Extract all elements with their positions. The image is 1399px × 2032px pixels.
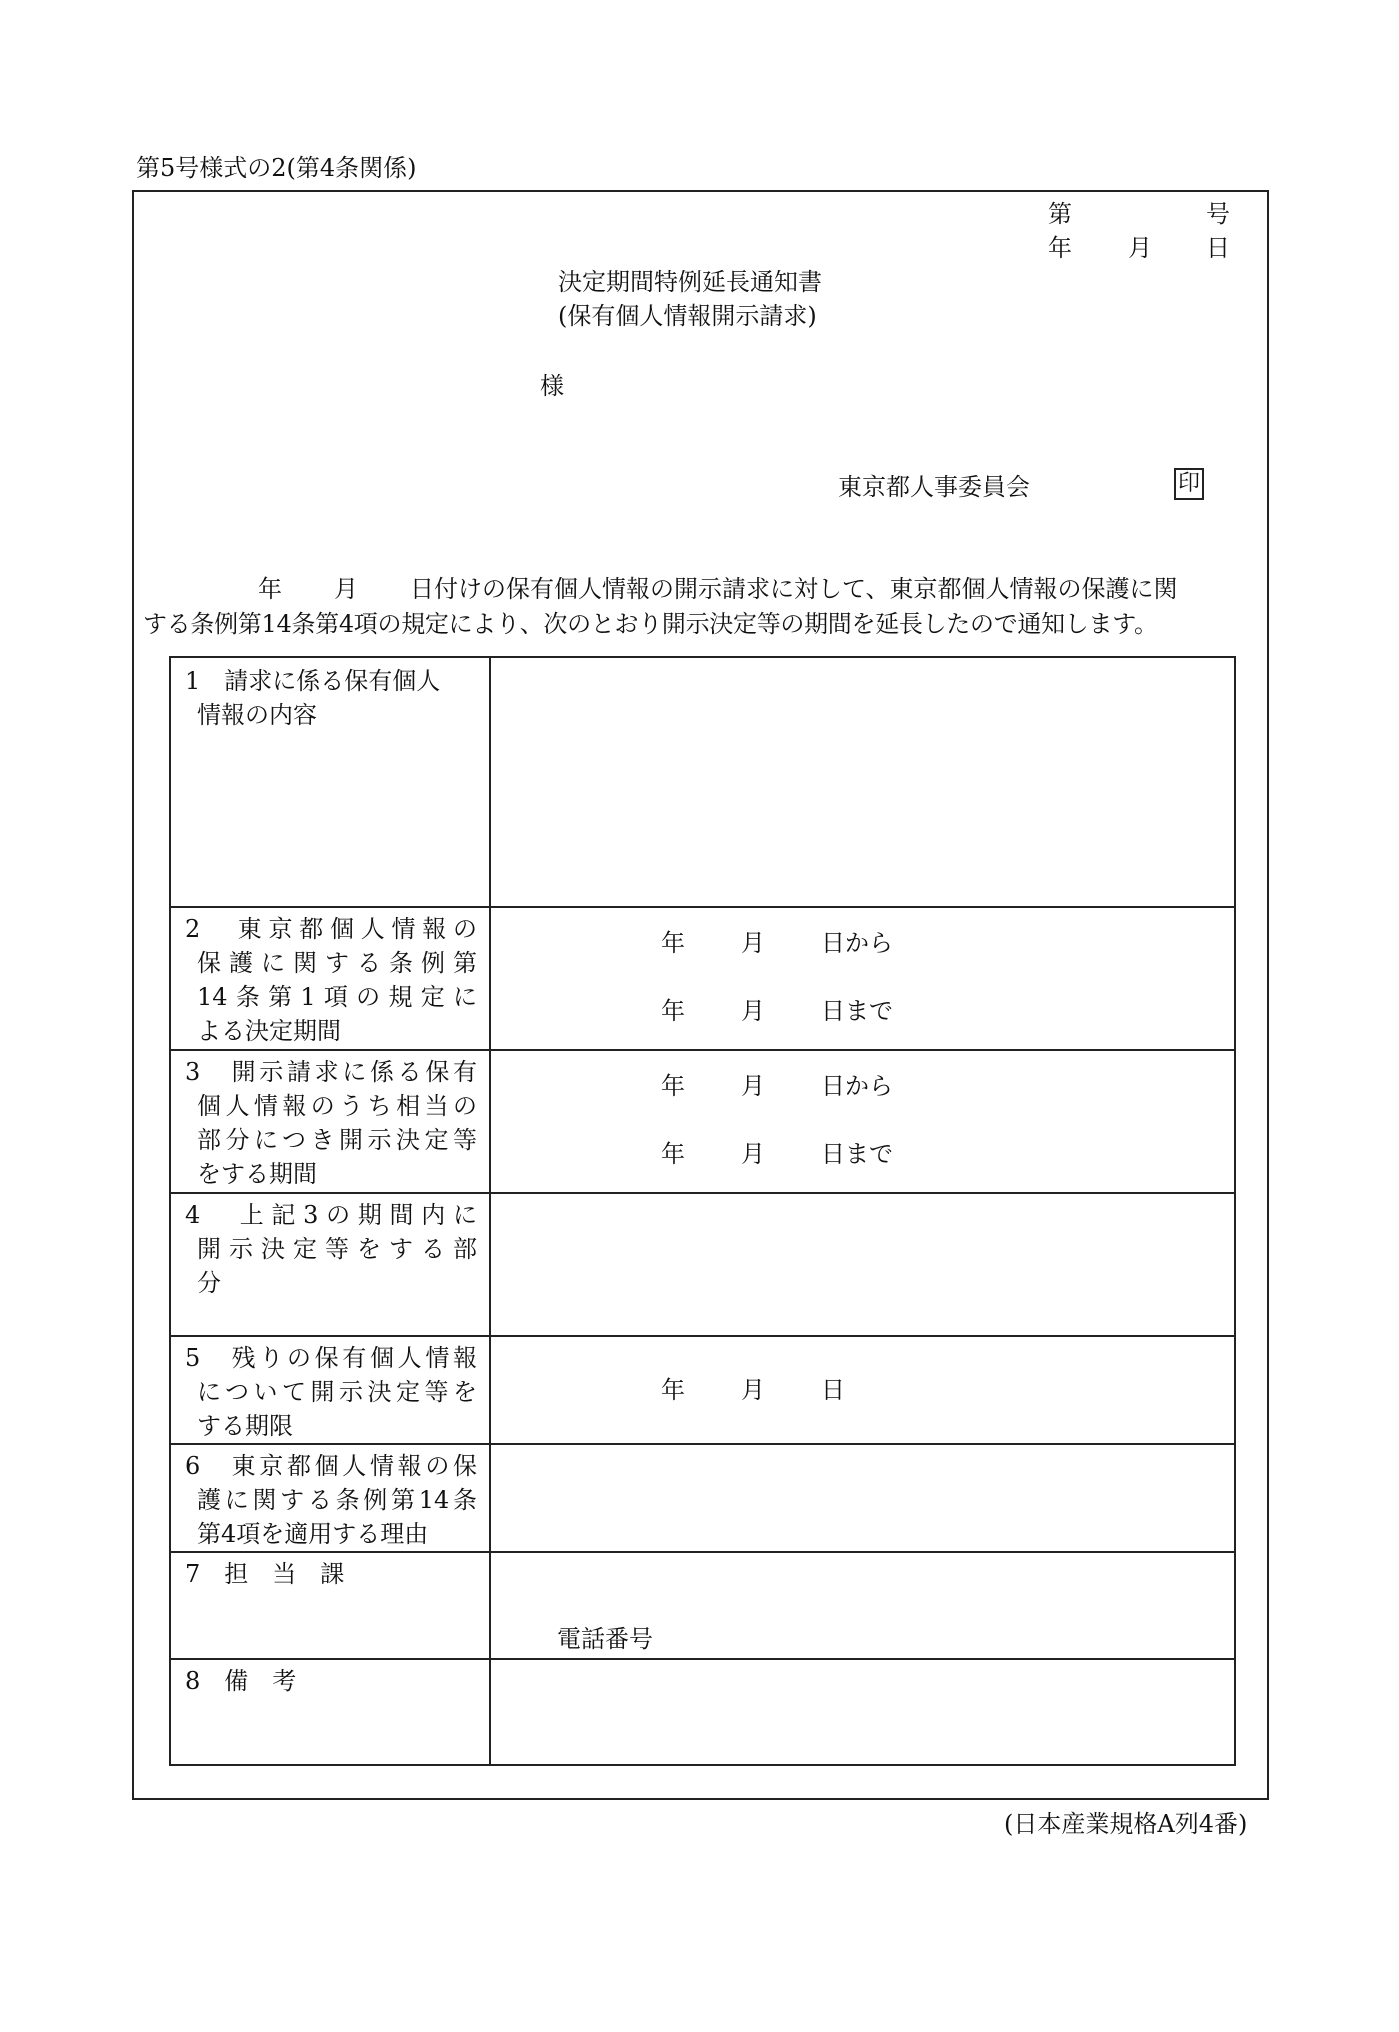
date-day: 日 bbox=[821, 1376, 845, 1404]
row-divider bbox=[171, 1192, 1234, 1194]
row-divider bbox=[171, 906, 1234, 908]
row-label-line: 個人情報のうち相当の bbox=[197, 1092, 477, 1120]
date-year: 年 bbox=[661, 1376, 685, 1404]
row-label-line: 第4項を適用する理由 bbox=[197, 1520, 429, 1548]
row-label-2 bbox=[185, 912, 477, 1048]
row-label-line: 護に関する条例第14条 bbox=[197, 1486, 477, 1514]
row-label-1 bbox=[185, 664, 477, 732]
date-month: 月 bbox=[741, 1140, 765, 1168]
row-label-line: 1 請求に係る保有個人 bbox=[185, 667, 441, 695]
body-month: 月 bbox=[334, 575, 358, 603]
document-title: 決定期間特例延長通知書 bbox=[558, 268, 822, 296]
row-label-line: 保護に関する条例第 bbox=[197, 949, 477, 977]
row-label-line: 6 東京都個人情報の保 bbox=[185, 1452, 477, 1480]
form-number: 第5号様式の2(第4条関係) bbox=[136, 154, 417, 182]
document-subtitle: (保有個人情報開示請求) bbox=[558, 302, 817, 330]
date-month: 月 bbox=[741, 997, 765, 1025]
row-label-line: をする期間 bbox=[197, 1160, 317, 1188]
document-number-suffix: 号 bbox=[1206, 200, 1230, 228]
date-from: 日から bbox=[821, 1072, 893, 1100]
document-number-prefix: 第 bbox=[1048, 200, 1072, 228]
row-label-line: 開示決定等をする部 bbox=[197, 1235, 477, 1263]
row-label-line: よる決定期間 bbox=[197, 1017, 341, 1045]
row-divider bbox=[171, 1551, 1234, 1553]
detail-table bbox=[169, 656, 1236, 1766]
row-label-line: 部分につき開示決定等 bbox=[197, 1126, 477, 1154]
body-text-line1: 日付けの保有個人情報の開示請求に対して、東京都個人情報の保護に関 bbox=[410, 575, 1178, 603]
date-year: 年 bbox=[661, 929, 685, 957]
date-until: 日まで bbox=[821, 997, 893, 1025]
row-label-4 bbox=[185, 1198, 477, 1300]
issuer-name: 東京都人事委員会 bbox=[838, 473, 1030, 501]
phone-label: 電話番号 bbox=[557, 1625, 653, 1653]
body-year: 年 bbox=[258, 575, 282, 603]
date-until: 日まで bbox=[821, 1140, 893, 1168]
date-year: 年 bbox=[661, 997, 685, 1025]
row-label-7 bbox=[185, 1557, 477, 1591]
row-label-line: 8 備 考 bbox=[185, 1667, 297, 1695]
row-label-line: 分 bbox=[197, 1269, 221, 1297]
date-year: 年 bbox=[661, 1140, 685, 1168]
date-month: 月 bbox=[741, 929, 765, 957]
row-label-5 bbox=[185, 1341, 477, 1443]
header-month: 月 bbox=[1128, 234, 1152, 262]
row-label-6 bbox=[185, 1449, 477, 1551]
seal-mark: 印 bbox=[1174, 468, 1204, 500]
addressee-suffix: 様 bbox=[540, 372, 564, 400]
row-label-line: 3 開示請求に係る保有 bbox=[185, 1058, 477, 1086]
row-label-3 bbox=[185, 1055, 477, 1191]
row-label-line: 14条第1項の規定に bbox=[197, 983, 477, 1011]
row-label-line: 4 上記3の期間内に bbox=[185, 1201, 477, 1229]
body-text-line2: する条例第14条第4項の規定により、次のとおり開示決定等の期間を延長したので通知します。 bbox=[143, 610, 1158, 638]
row-label-line: 情報の内容 bbox=[197, 701, 317, 729]
row-label-8 bbox=[185, 1664, 477, 1698]
table-column-divider bbox=[489, 658, 491, 1764]
paper-size-note: (日本産業規格A列4番) bbox=[1004, 1810, 1248, 1838]
row-label-line: について開示決定等を bbox=[197, 1378, 477, 1406]
header-year: 年 bbox=[1048, 234, 1072, 262]
row-label-line: 7 担 当 課 bbox=[185, 1560, 345, 1588]
date-year: 年 bbox=[661, 1072, 685, 1100]
row-divider bbox=[171, 1658, 1234, 1660]
header-day: 日 bbox=[1206, 234, 1230, 262]
row-divider bbox=[171, 1049, 1234, 1051]
date-month: 月 bbox=[741, 1072, 765, 1100]
row-divider bbox=[171, 1335, 1234, 1337]
date-from: 日から bbox=[821, 929, 893, 957]
row-label-line: する期限 bbox=[197, 1412, 293, 1440]
date-month: 月 bbox=[741, 1376, 765, 1404]
row-label-line: 2 東京都個人情報の bbox=[185, 915, 477, 943]
row-label-line: 5 残りの保有個人情報 bbox=[185, 1344, 477, 1372]
row-divider bbox=[171, 1443, 1234, 1445]
